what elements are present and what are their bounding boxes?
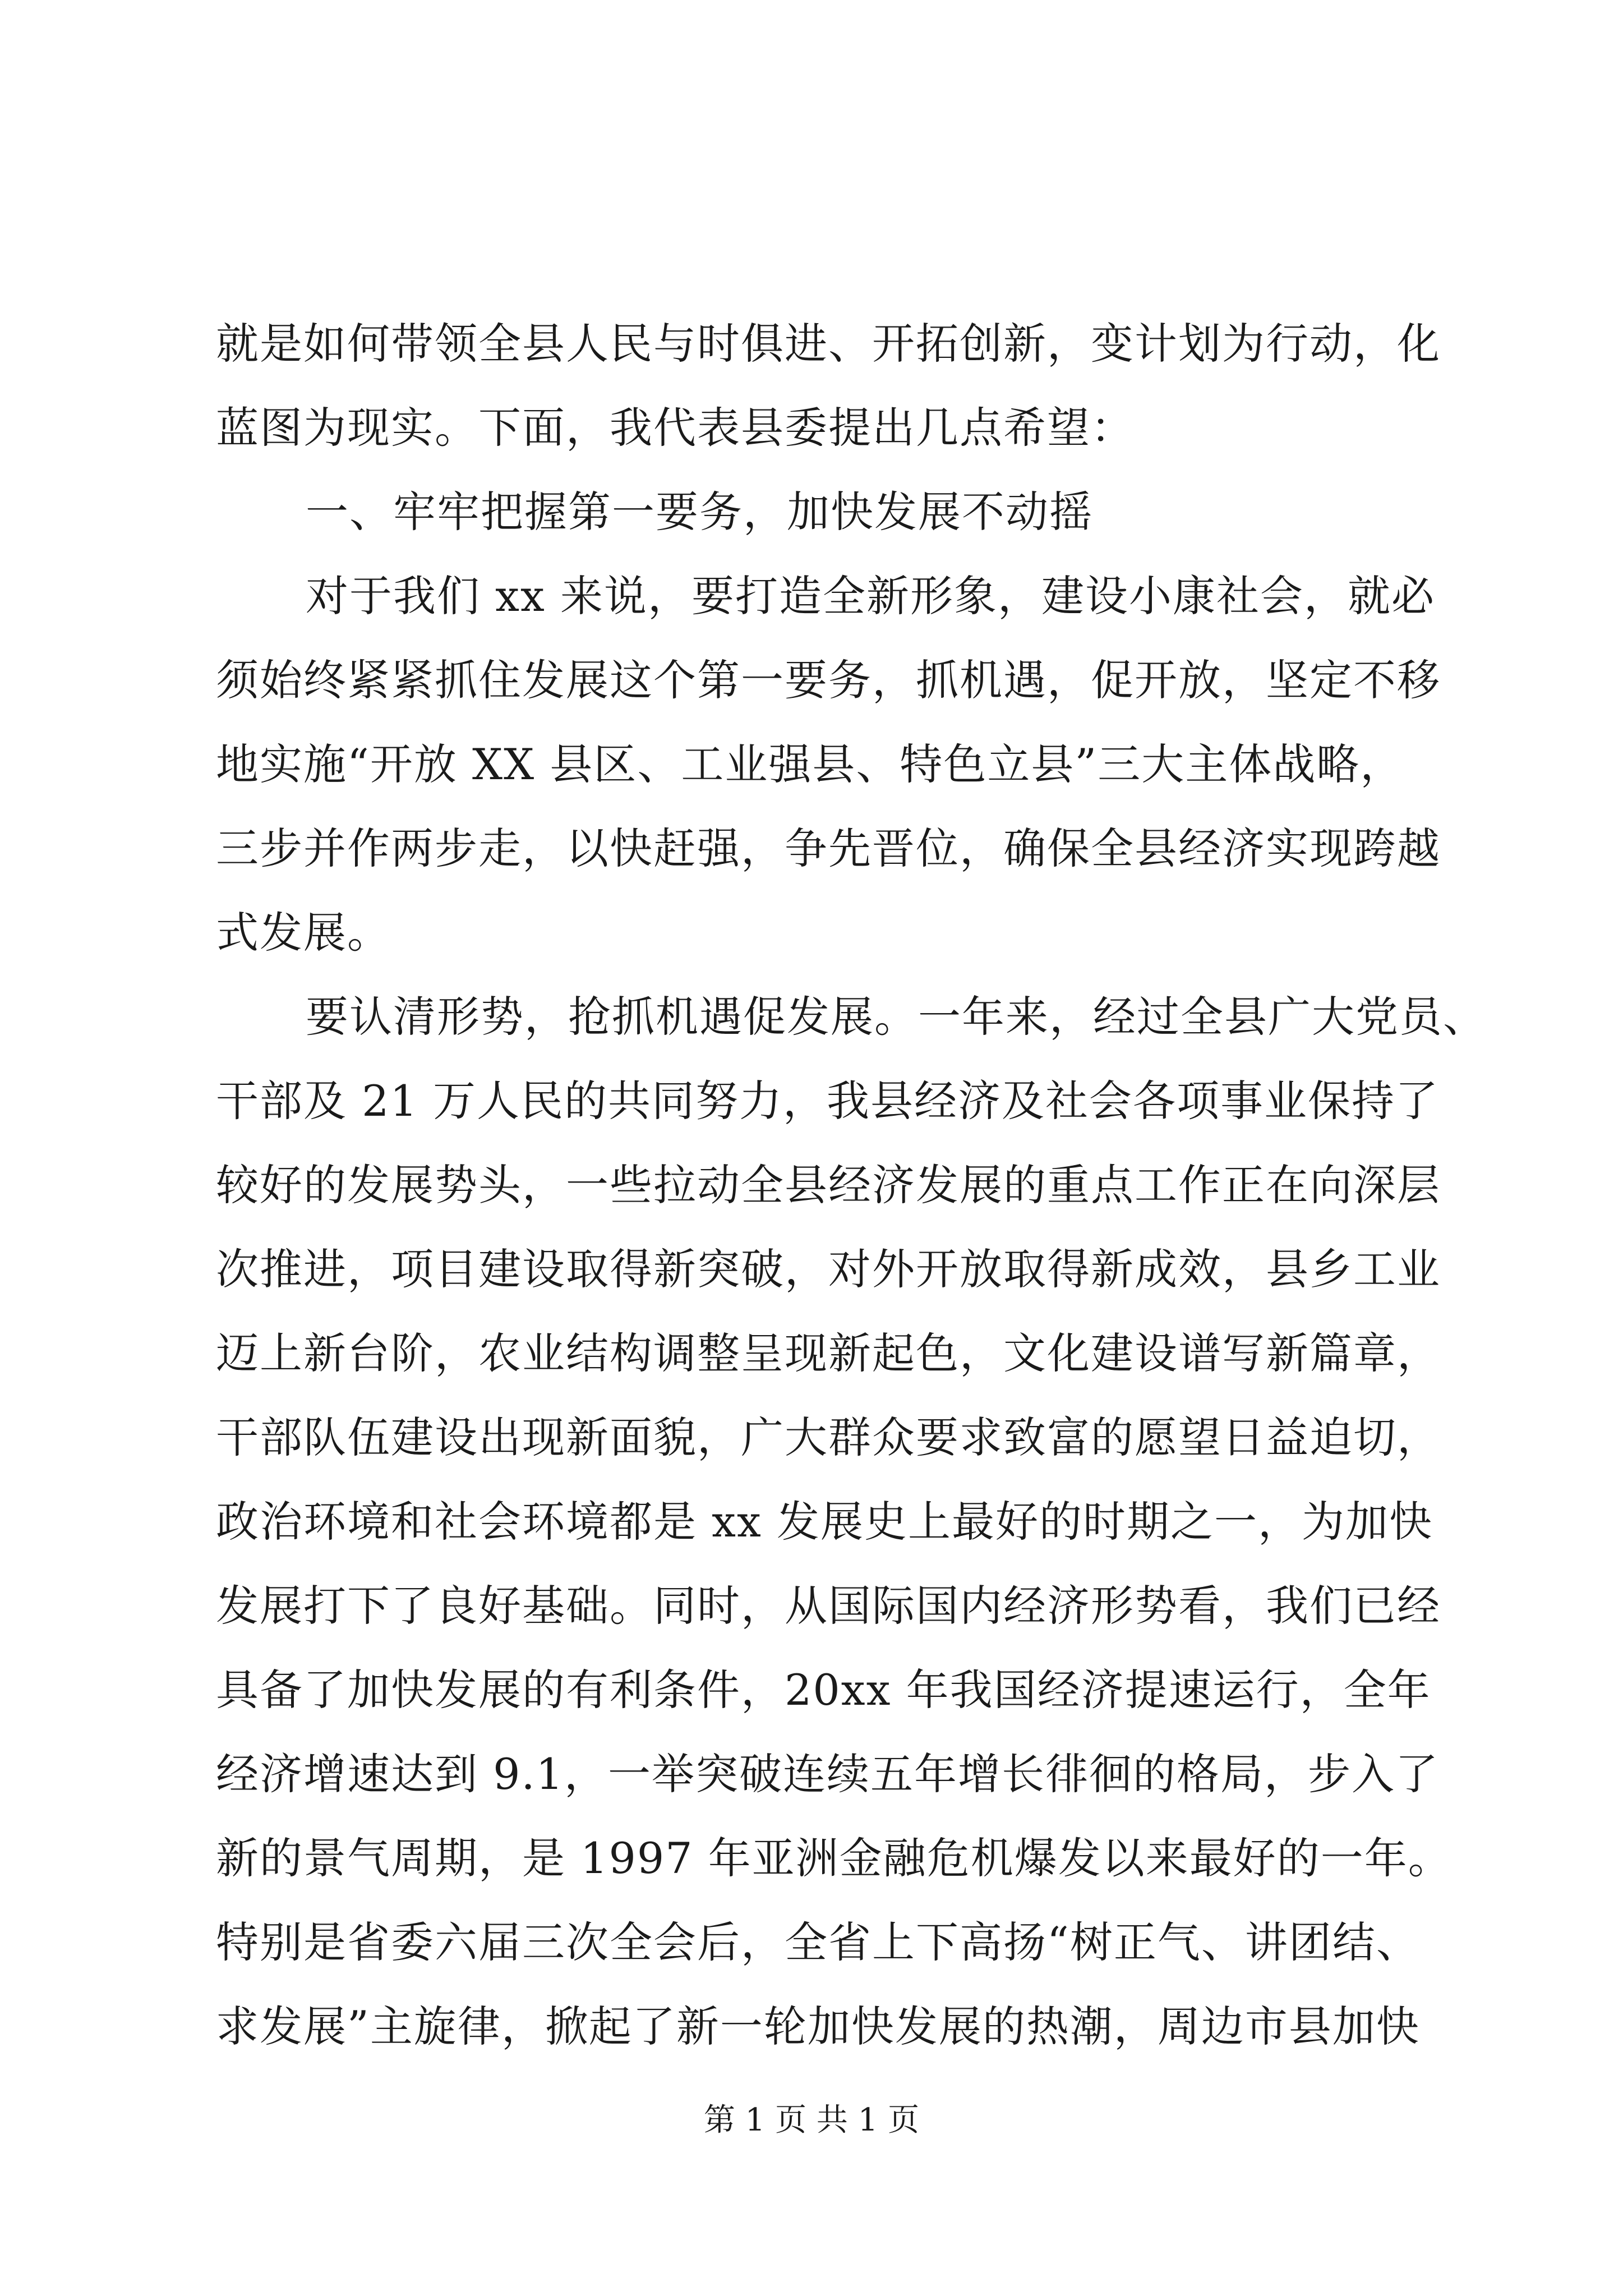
section-heading: 一、牢牢把握第一要务，加快发展不动摇 <box>306 487 1093 537</box>
text-line: 经济增速达到 9.1，一举突破连续五年增长徘徊的格局，步入了 <box>216 1749 1440 1799</box>
text-line: 对于我们 xx 来说，要打造全新形象，建设小康社会，就必 <box>306 571 1436 621</box>
text-line: 次推进，项目建设取得新突破，对外开放取得新成效，县乡工业 <box>216 1244 1441 1294</box>
text-line: 发展打下了良好基础。同时，从国际国内经济形势看，我们已经 <box>216 1581 1441 1631</box>
text-line: 地实施“开放 XX 县区、工业强县、特色立县”三大主体战略， <box>216 739 1404 789</box>
text-line: 具备了加快发展的有利条件，20xx 年我国经济提速运行，全年 <box>216 1665 1431 1715</box>
text-line: 就是如何带领全县人民与时俱进、开拓创新，变计划为行动，化 <box>216 319 1441 369</box>
text-line: 迈上新台阶，农业结构调整呈现新起色，文化建设谱写新篇章， <box>216 1328 1441 1378</box>
text-line: 蓝图为现实。下面，我代表县委提出几点希望： <box>216 403 1135 453</box>
text-line: 政治环境和社会环境都是 xx 发展史上最好的时期之一，为加快 <box>216 1497 1433 1547</box>
text-line: 较好的发展势头，一些拉动全县经济发展的重点工作正在向深层 <box>216 1160 1441 1210</box>
text-line: 干部队伍建设出现新面貌，广大群众要求致富的愿望日益迫切， <box>216 1412 1441 1462</box>
text-line: 式发展。 <box>216 908 391 958</box>
page-footer: 第 1 页 共 1 页 <box>703 2102 920 2138</box>
text-line: 干部及 21 万人民的共同努力，我县经济及社会各项事业保持了 <box>216 1076 1440 1126</box>
text-line: 求发展”主旋律，掀起了新一轮加快发展的热潮，周边市县加快 <box>216 2001 1420 2051</box>
text-line: 新的景气周期，是 1997 年亚洲金融危机爆发以来最好的一年。 <box>216 1833 1452 1883</box>
text-line: 要认清形势，抢抓机遇促发展。一年来，经过全县广大党员、 <box>306 992 1487 1042</box>
text-line: 须始终紧紧抓住发展这个第一要务，抓机遇，促开放，坚定不移 <box>216 655 1441 705</box>
text-line: 特别是省委六届三次全会后，全省上下高扬“树正气、讲团结、 <box>216 1917 1420 1967</box>
text-line: 三步并作两步走，以快赶强，争先晋位，确保全县经济实现跨越 <box>216 823 1441 873</box>
